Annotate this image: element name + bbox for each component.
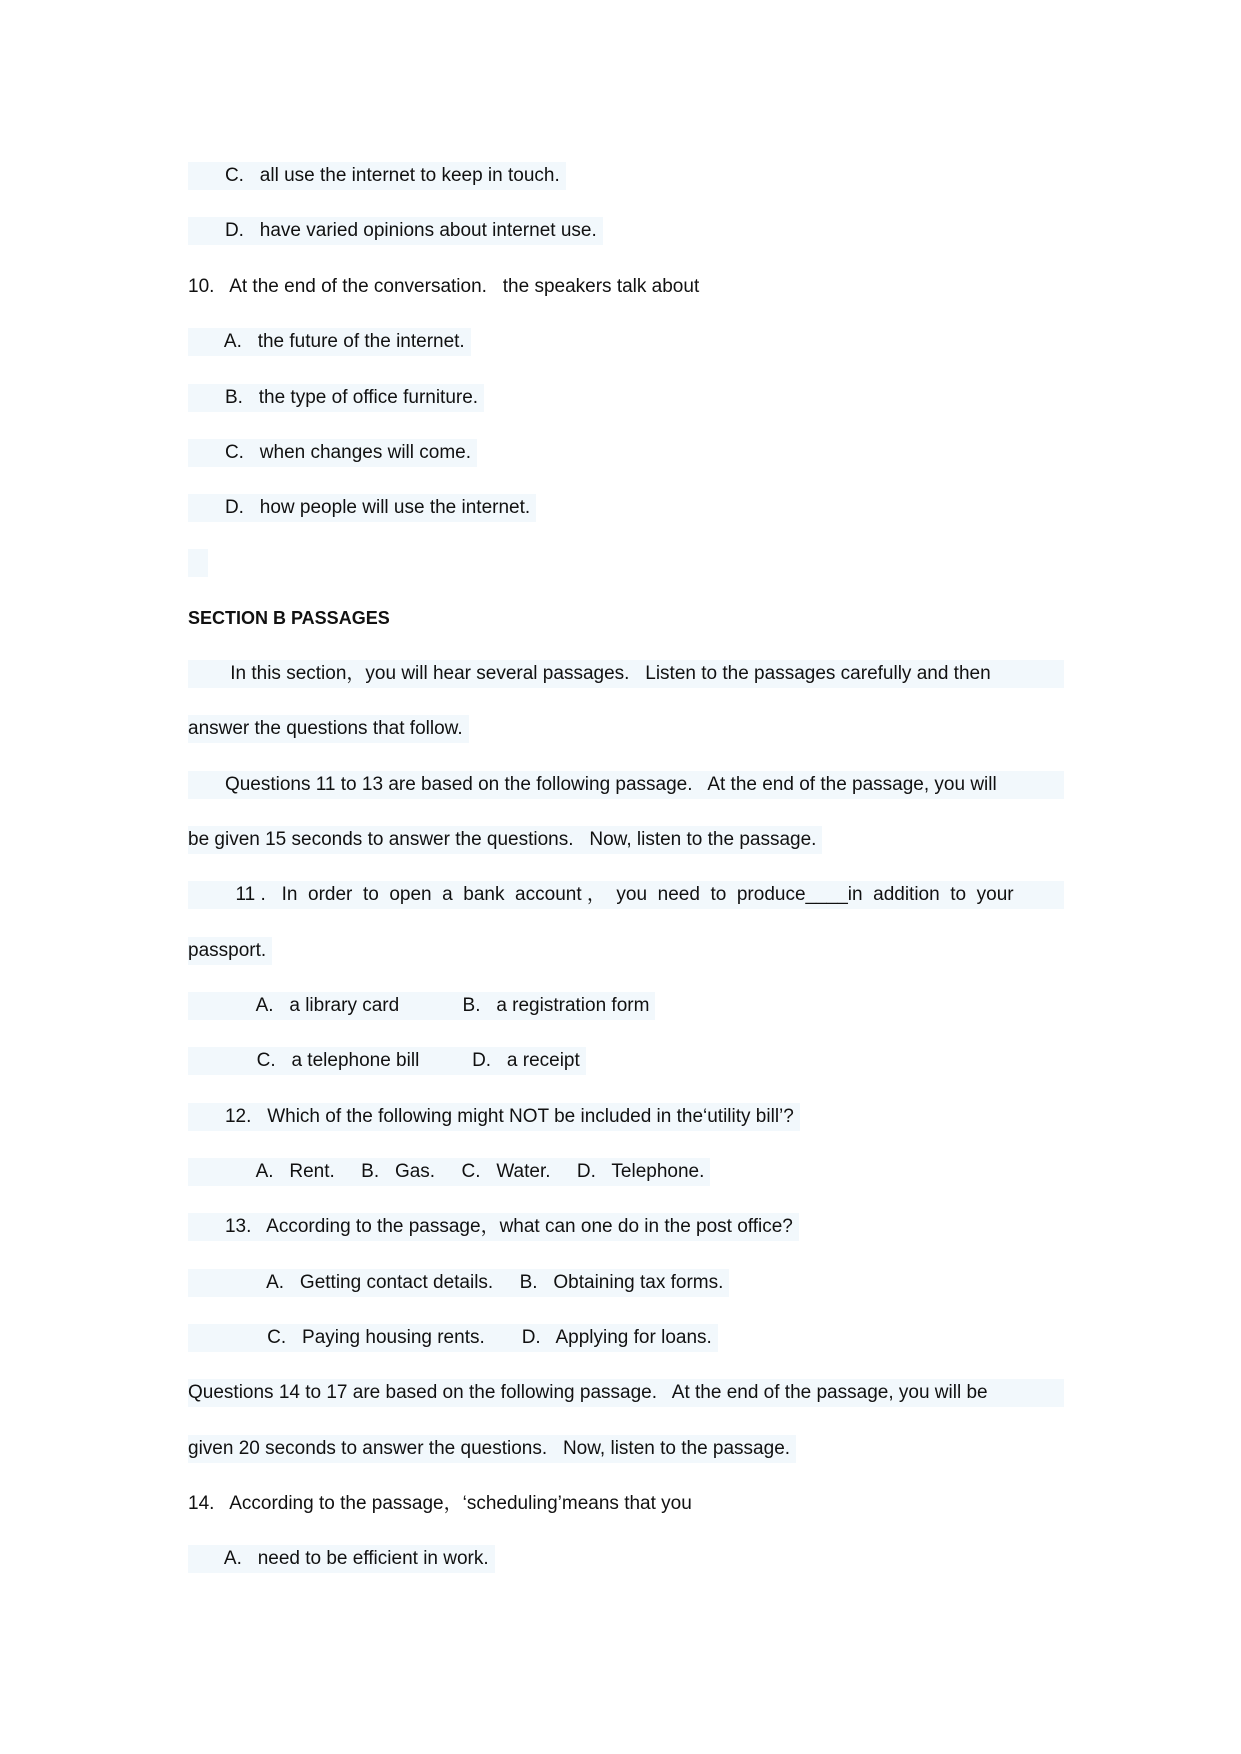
q11-stem-line2: passport.: [188, 937, 272, 965]
section-b-intro-line1: In this section，you will hear several passages. Listen to the passages carefully and then: [188, 660, 1064, 688]
q10-option-c: C. when changes will come.: [188, 439, 477, 467]
section-b-intro-line2: answer the questions that follow.: [188, 715, 469, 743]
q10-option-b: B. the type of office furniture.: [188, 384, 484, 412]
q13-options-row1: A. Getting contact details. B. Obtaining tax forms.: [188, 1269, 729, 1297]
q12-stem: 12. Which of the following might NOT be included in the‘utility bill’?: [188, 1103, 800, 1131]
passage2-intro-line2: given 20 seconds to answer the questions. Now, listen to the passage.: [188, 1435, 796, 1463]
q9-option-c: C. all use the internet to keep in touch.: [188, 162, 566, 190]
passage1-intro-line1: Questions 11 to 13 are based on the following passage. At the end of the passage, you will: [188, 771, 1064, 799]
passage2-intro-line1: Questions 14 to 17 are based on the following passage. At the end of the passage, you will be: [188, 1379, 1064, 1407]
q9-option-d: D. have varied opinions about internet use.: [188, 217, 603, 245]
q14-stem: 14. According to the passage，‘scheduling’means that you: [188, 1493, 692, 1514]
q11-options-row1: A. a library card B. a registration form: [188, 992, 655, 1020]
q13-options-row2: C. Paying housing rents. D. Applying for loans.: [188, 1324, 718, 1352]
passage1-intro-line2: be given 15 seconds to answer the questions. Now, listen to the passage.: [188, 826, 822, 854]
empty-paragraph-marker: [188, 549, 208, 577]
q12-options: A. Rent. B. Gas. C. Water. D. Telephone.: [188, 1158, 710, 1186]
q14-option-a: A. need to be efficient in work.: [188, 1545, 495, 1573]
q10-option-a: A. the future of the internet.: [188, 328, 471, 356]
q13-stem: 13. According to the passage，what can one do in the post office?: [188, 1213, 799, 1241]
q11-stem-line1: 11 . In order to open a bank account ， you need to produce____in addition to your: [188, 881, 1064, 909]
q10-option-d: D. how people will use the internet.: [188, 494, 536, 522]
q11-options-row2: C. a telephone bill D. a receipt: [188, 1047, 586, 1075]
q10-stem: 10. At the end of the conversation. the speakers talk about: [188, 276, 700, 297]
section-b-heading: SECTION B PASSAGES: [188, 608, 390, 628]
